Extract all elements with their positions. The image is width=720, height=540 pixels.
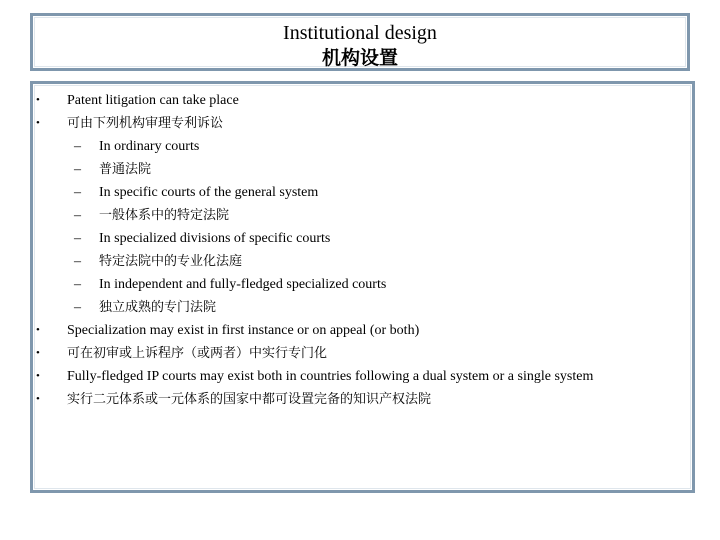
- bullet-text: In specific courts of the general system: [99, 185, 319, 200]
- bullet-text: In specialized divisions of specific courts: [99, 231, 331, 246]
- dash-marker: –: [74, 139, 81, 154]
- bullet-text: In ordinary courts: [99, 139, 200, 154]
- bullet-text: 普通法院: [99, 162, 152, 177]
- bullet-text: 可由下列机构审理专利诉讼: [67, 116, 224, 131]
- bullet-text: Fully-fledged IP courts may exist both in countries following a dual system or a single system: [67, 369, 594, 384]
- slide-title-chinese: 机构设置: [321, 47, 398, 69]
- title-box: [30, 13, 690, 71]
- bullet-text: Patent litigation can take place: [67, 93, 239, 108]
- bullet-marker: •: [36, 347, 40, 359]
- dash-marker: –: [74, 162, 81, 177]
- bullet-marker: •: [36, 94, 40, 106]
- dash-marker: –: [74, 231, 81, 246]
- bullet-text: 可在初审或上诉程序（或两者）中实行专门化: [67, 346, 328, 361]
- bullet-marker: •: [36, 117, 40, 129]
- dash-marker: –: [74, 300, 81, 315]
- bullet-text: 一般体系中的特定法院: [99, 208, 230, 223]
- bullet-text: 实行二元体系或一元体系的国家中都可设置完备的知识产权法院: [67, 392, 432, 407]
- dash-marker: –: [74, 254, 81, 269]
- bullet-text: 独立成熟的专门法院: [99, 300, 217, 315]
- slide-title-english: Institutional design: [283, 22, 437, 44]
- bullet-text: In independent and fully-fledged specialized courts: [99, 277, 387, 292]
- bullet-text: 特定法院中的专业化法庭: [99, 254, 243, 269]
- bullet-marker: •: [36, 324, 40, 336]
- bullet-text: Specialization may exist in first instance or on appeal (or both): [67, 323, 420, 338]
- dash-marker: –: [74, 277, 81, 292]
- bullet-marker: •: [36, 393, 40, 405]
- content-box: [30, 81, 695, 493]
- bullet-marker: •: [36, 370, 40, 382]
- dash-marker: –: [74, 208, 81, 223]
- dash-marker: –: [74, 185, 81, 200]
